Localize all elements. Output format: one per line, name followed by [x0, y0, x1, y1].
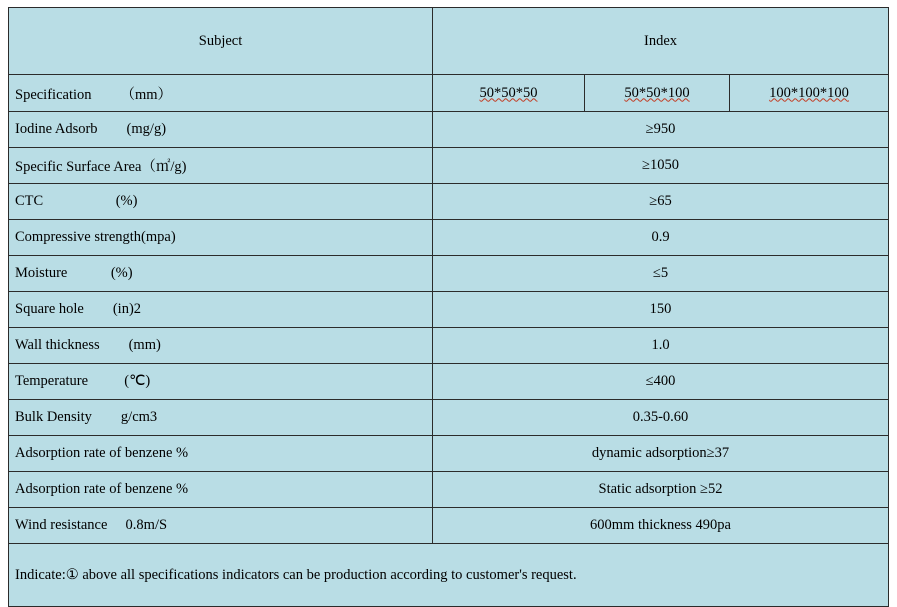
- spec-size-2: [585, 75, 730, 112]
- row-label: Temperature (℃): [9, 364, 433, 400]
- row-label: Specific Surface Area（㎡/g): [9, 148, 433, 184]
- row-value: 1.0: [433, 328, 889, 364]
- row-label-specification: Specification （mm）: [9, 75, 433, 112]
- row-label: Bulk Density g/cm3: [9, 400, 433, 436]
- row-value: 600mm thickness 490pa: [433, 508, 889, 544]
- table-header-row: [9, 8, 889, 75]
- table-row: [9, 508, 889, 544]
- table-row-specification: [9, 75, 889, 112]
- row-label: Wind resistance 0.8m/S: [9, 508, 433, 544]
- row-value: ≤5: [433, 256, 889, 292]
- row-value: dynamic adsorption≥37: [433, 436, 889, 472]
- row-label: Adsorption rate of benzene %: [9, 436, 433, 472]
- row-value: 150: [433, 292, 889, 328]
- row-value: ≥65: [433, 184, 889, 220]
- spec-size-3: [730, 75, 889, 112]
- header-subject: Subject: [9, 8, 433, 75]
- row-label: CTC (%): [9, 184, 433, 220]
- row-label: Square hole (in)2: [9, 292, 433, 328]
- row-value: ≤400: [433, 364, 889, 400]
- row-value: Static adsorption ≥52: [433, 472, 889, 508]
- table-row: [9, 472, 889, 508]
- row-label: Compressive strength(mpa): [9, 220, 433, 256]
- spec-size-2-text: 50*50*100: [624, 84, 690, 101]
- table-row: [9, 328, 889, 364]
- row-value: 0.9: [433, 220, 889, 256]
- row-label: Adsorption rate of benzene %: [9, 472, 433, 508]
- table-row: [9, 292, 889, 328]
- specification-table: [8, 7, 889, 607]
- table-row: [9, 148, 889, 184]
- table-note-row: [9, 544, 889, 607]
- row-label: Wall thickness (mm): [9, 328, 433, 364]
- spec-size-1: [433, 75, 585, 112]
- row-value: ≥950: [433, 112, 889, 148]
- table-row: [9, 256, 889, 292]
- row-label: Iodine Adsorb (mg/g): [9, 112, 433, 148]
- row-value: 0.35-0.60: [433, 400, 889, 436]
- table-note: Indicate:① above all specifications indicators can be production according to customer's request.: [9, 544, 889, 607]
- table-row: [9, 400, 889, 436]
- spec-size-3-text: 100*100*100: [769, 84, 849, 101]
- row-value: ≥1050: [433, 148, 889, 184]
- row-label: Moisture (%): [9, 256, 433, 292]
- table-row: [9, 220, 889, 256]
- table-row: [9, 112, 889, 148]
- table-row: [9, 184, 889, 220]
- table-row: [9, 364, 889, 400]
- table-row: [9, 436, 889, 472]
- header-index: Index: [433, 8, 889, 75]
- spec-size-1-text: 50*50*50: [479, 84, 538, 101]
